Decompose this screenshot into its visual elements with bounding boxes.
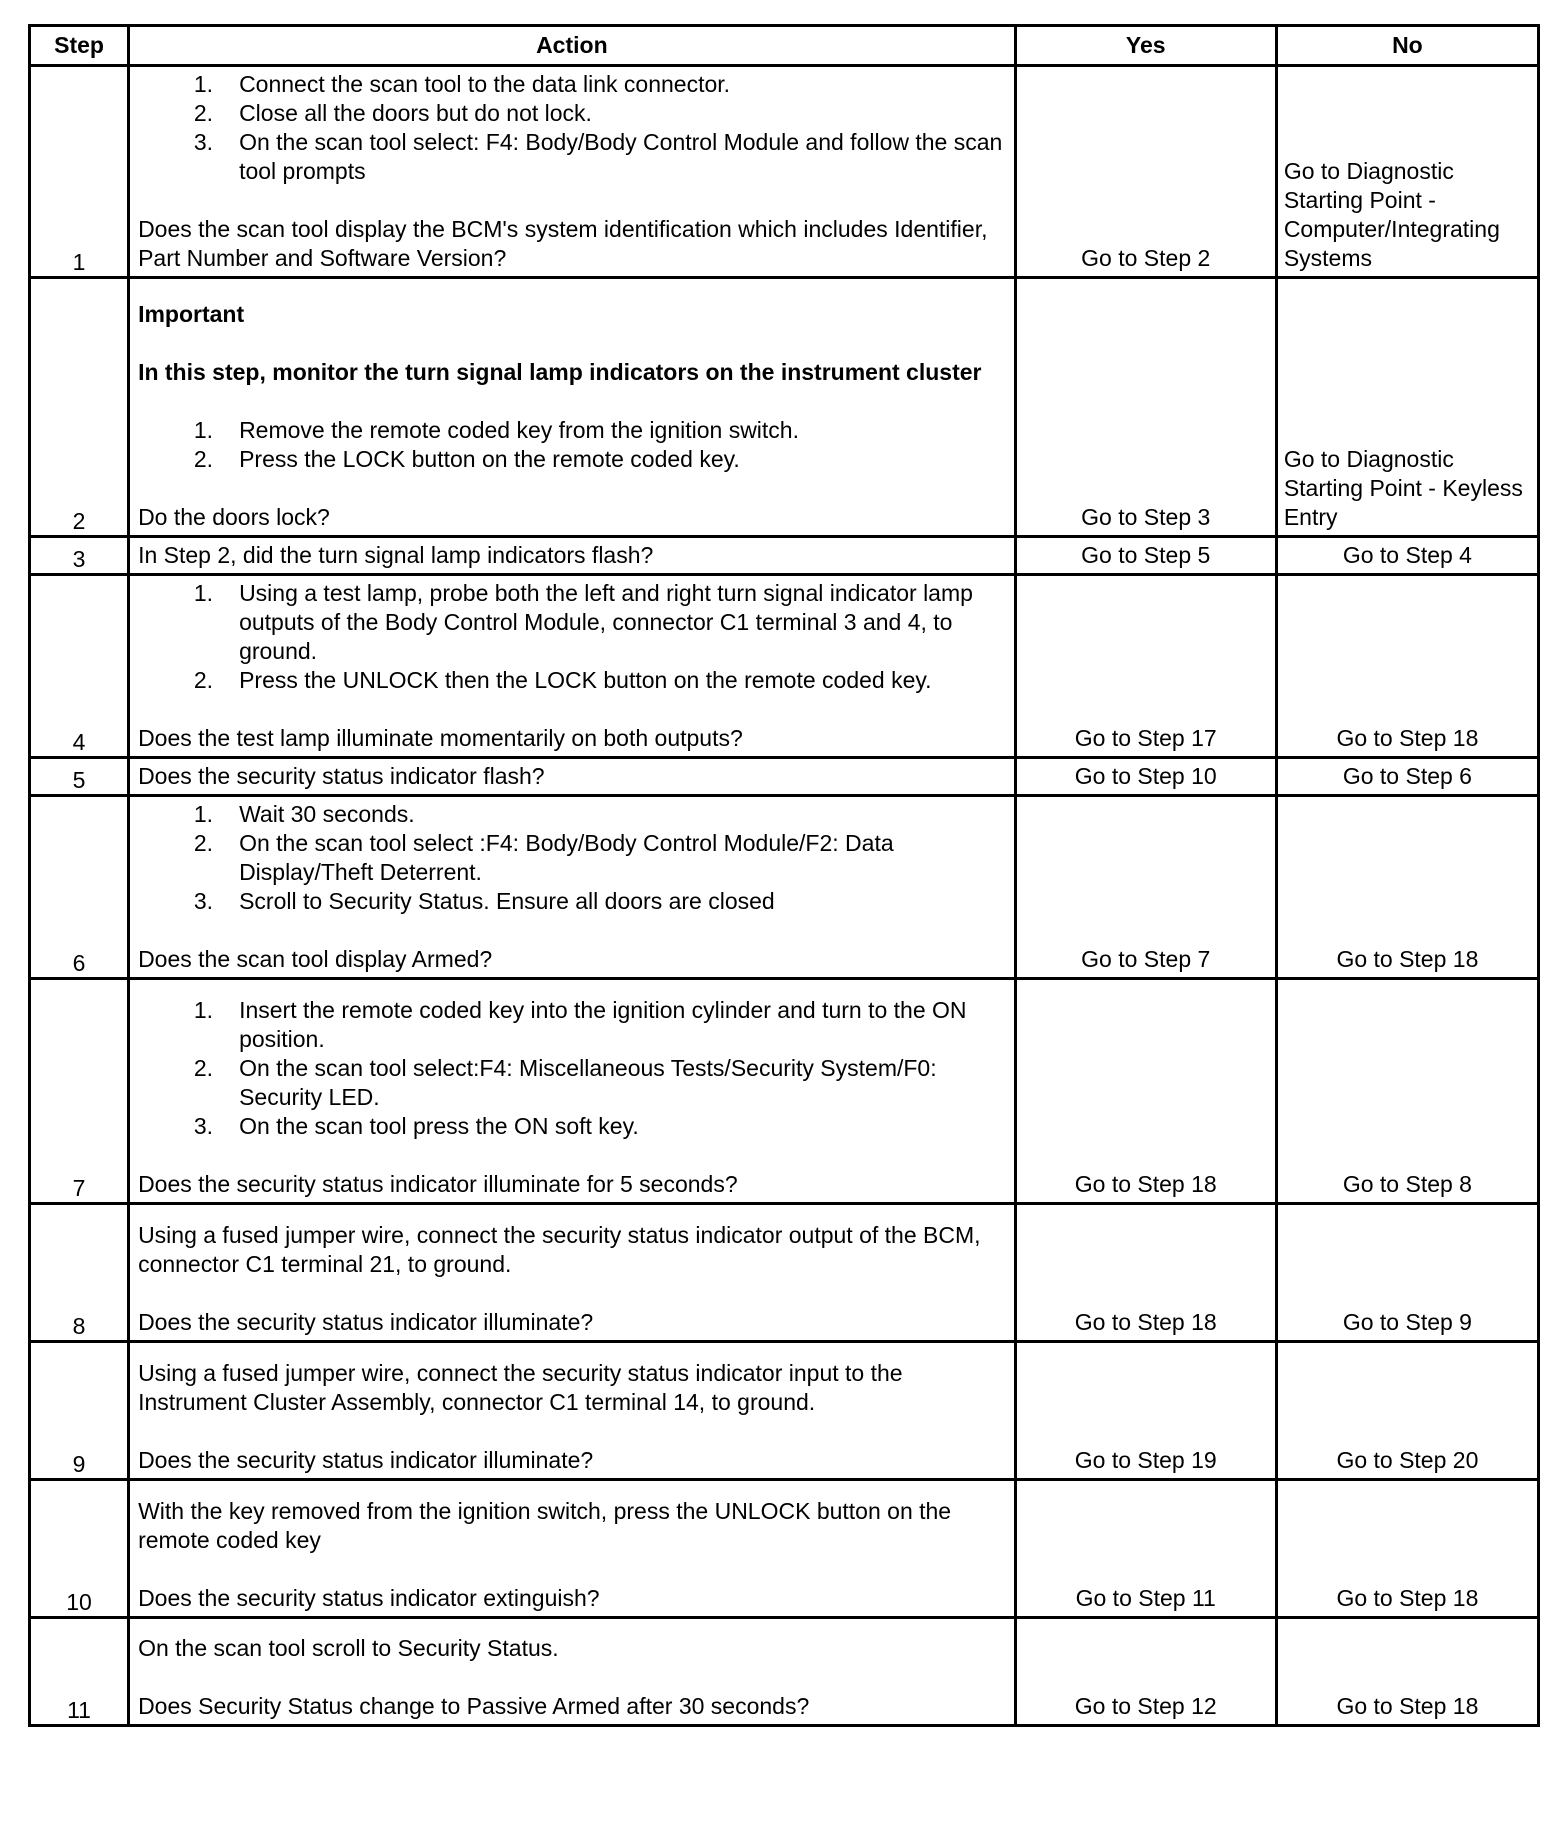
question-text: Do the doors lock? [138,504,330,530]
no-outcome: Go to Step 18 [1276,1618,1538,1726]
header-step: Step [30,26,129,66]
no-outcome: Go to Step 18 [1276,1480,1538,1618]
yes-outcome: Go to Step 5 [1015,537,1276,575]
step-number: 5 [30,758,129,796]
header-yes: Yes [1015,26,1276,66]
table-row [30,796,1539,979]
substep: 3. On the scan tool press the ON soft key. [193,1113,639,1139]
substep: 1. Remove the remote coded key from the ignition switch. [193,417,799,443]
yes-outcome: Go to Step 19 [1015,1342,1276,1480]
question-text: In Step 2, did the turn signal lamp indicators flash? [129,537,1016,575]
action-cell [129,979,1016,1204]
step-number: 6 [30,796,129,979]
substep: 2. Press the UNLOCK then the LOCK button on the remote coded key. [193,667,932,693]
table-row [30,278,1539,537]
no-outcome: Go to Diagnostic Starting Point - Keyless Entry [1276,278,1538,537]
substep: 3. On the scan tool select: F4: Body/Body Control Module and follow the scan tool prompts [193,129,1003,184]
table-row [30,979,1539,1204]
step-number: 4 [30,575,129,758]
important-note: In this step, monitor the turn signal lamp indicators on the instrument cluster [138,359,982,385]
important-label: Important [138,301,245,327]
no-outcome: Go to Step 20 [1276,1342,1538,1480]
header-row [30,26,1539,66]
header-no: No [1276,26,1538,66]
step-number: 7 [30,979,129,1204]
substep: 2. On the scan tool select :F4: Body/Body Control Module/F2: Data Display/Theft Deterrent. [193,830,894,885]
table-row [30,1342,1539,1480]
no-outcome: Go to Diagnostic Starting Point - Computer/Integrating Systems [1276,66,1538,278]
question-text: Does the test lamp illuminate momentarily on both outputs? [138,725,743,751]
yes-outcome: Go to Step 18 [1015,979,1276,1204]
no-outcome: Go to Step 4 [1276,537,1538,575]
no-outcome: Go to Step 6 [1276,758,1538,796]
step-number: 10 [30,1480,129,1618]
instruction-text: With the key removed from the ignition switch, press the UNLOCK button on the remote coded key [138,1498,952,1553]
yes-outcome: Go to Step 7 [1015,796,1276,979]
substep: 1. Using a test lamp, probe both the left and right turn signal indicator lamp outputs of the Body Control Module, connector C1 terminal 3 and 4, to ground. [193,580,973,664]
question-text: Does the scan tool display the BCM's system identification which includes Identifier, Part Number and Software Version? [138,216,988,271]
step-number: 2 [30,278,129,537]
step-number: 9 [30,1342,129,1480]
question-text: Does the security status indicator flash? [129,758,1016,796]
yes-outcome: Go to Step 3 [1015,278,1276,537]
substep: 2. On the scan tool select:F4: Miscellaneous Tests/Security System/F0: Security LED. [193,1055,937,1110]
instruction-text: Using a fused jumper wire, connect the security status indicator output of the BCM, connector C1 terminal 21, to ground. [138,1222,981,1277]
yes-outcome: Go to Step 2 [1015,66,1276,278]
substep: 1. Wait 30 seconds. [193,801,415,827]
question-text: Does Security Status change to Passive Armed after 30 seconds? [138,1693,810,1719]
action-cell [129,575,1016,758]
substep: 2. Press the LOCK button on the remote coded key. [193,446,740,472]
yes-outcome: Go to Step 12 [1015,1618,1276,1726]
yes-outcome: Go to Step 10 [1015,758,1276,796]
yes-outcome: Go to Step 11 [1015,1480,1276,1618]
table-row [30,537,1539,575]
diagnostic-table [28,24,1540,1727]
action-cell [129,796,1016,979]
action-cell [129,1342,1016,1480]
substep: 3. Scroll to Security Status. Ensure all doors are closed [193,888,775,914]
yes-outcome: Go to Step 18 [1015,1204,1276,1342]
step-number: 3 [30,537,129,575]
yes-outcome: Go to Step 17 [1015,575,1276,758]
question-text: Does the security status indicator illuminate? [138,1447,594,1473]
action-cell [129,66,1016,278]
table-row [30,575,1539,758]
header-action: Action [129,26,1016,66]
substep: 2. Close all the doors but do not lock. [193,100,592,126]
action-cell [129,1480,1016,1618]
no-outcome: Go to Step 9 [1276,1204,1538,1342]
no-outcome: Go to Step 8 [1276,979,1538,1204]
substep: 1. Insert the remote coded key into the ignition cylinder and turn to the ON position. [193,997,967,1052]
action-cell [129,278,1016,537]
table-row [30,758,1539,796]
table-row [30,1480,1539,1618]
step-number: 8 [30,1204,129,1342]
table-row [30,66,1539,278]
table-row [30,1618,1539,1726]
step-number: 11 [30,1618,129,1726]
instruction-text: Using a fused jumper wire, connect the security status indicator input to the Instrument Cluster Assembly, connector C1 terminal 14, to ground. [138,1360,903,1415]
table-row [30,1204,1539,1342]
question-text: Does the security status indicator illuminate? [138,1309,594,1335]
substep: 1. Connect the scan tool to the data link connector. [193,71,731,97]
no-outcome: Go to Step 18 [1276,796,1538,979]
step-number: 1 [30,66,129,278]
action-cell [129,1618,1016,1726]
action-cell [129,1204,1016,1342]
question-text: Does the scan tool display Armed? [138,946,493,972]
no-outcome: Go to Step 18 [1276,575,1538,758]
question-text: Does the security status indicator illuminate for 5 seconds? [138,1171,738,1197]
question-text: Does the security status indicator extinguish? [138,1585,600,1611]
instruction-text: On the scan tool scroll to Security Status. [138,1635,559,1661]
